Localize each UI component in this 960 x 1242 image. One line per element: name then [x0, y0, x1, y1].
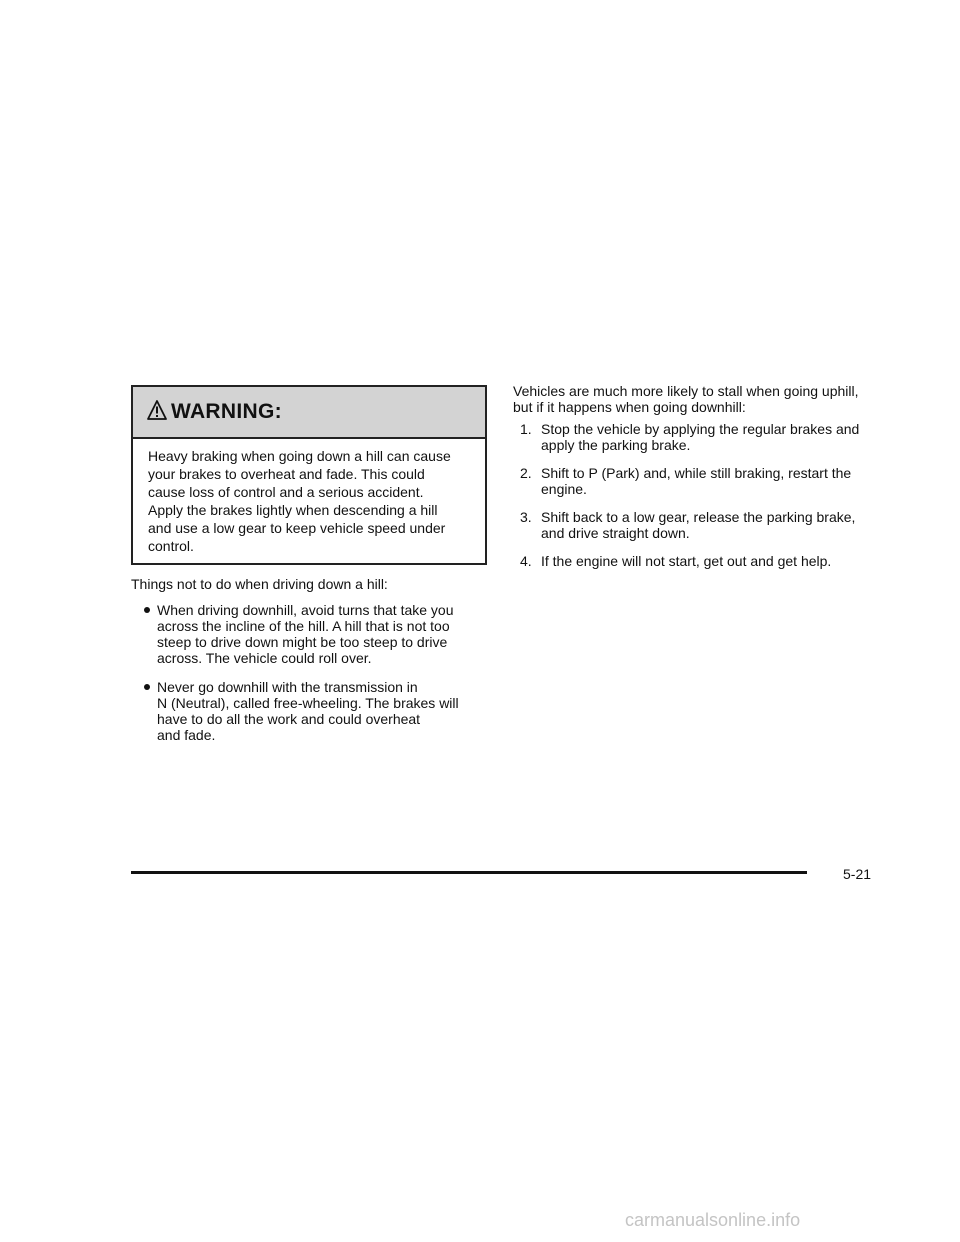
bullet-line: Never go downhill with the transmission in	[157, 679, 418, 695]
step-item	[513, 553, 883, 569]
step-number: 1.	[520, 421, 532, 437]
step-line: apply the parking brake.	[541, 437, 691, 453]
step-line: Stop the vehicle by applying the regular brakes and	[541, 421, 860, 437]
right-intro	[513, 383, 883, 415]
warning-line: Heavy braking when going down a hill can cause	[148, 448, 451, 464]
warning-text	[133, 439, 485, 555]
bullet-line: across the incline of the hill. A hill that is not too	[157, 618, 450, 634]
step-list	[513, 421, 883, 569]
bullet-line: steep to drive down might be too steep to drive	[157, 634, 448, 650]
warning-line: and use a low gear to keep vehicle speed under	[148, 520, 446, 536]
step-line: Shift back to a low gear, release the parking brake,	[541, 509, 856, 525]
step-item	[513, 421, 883, 453]
watermark: carmanualsonline.info	[625, 1210, 801, 1230]
left-column	[131, 576, 491, 756]
bullet-dot-icon	[144, 684, 150, 690]
step-number: 3.	[520, 509, 532, 525]
step-number: 2.	[520, 465, 532, 481]
bullet-line: have to do all the work and could overheat	[157, 711, 421, 727]
step-line: Shift to P (Park) and, while still braking, restart the	[541, 465, 852, 481]
right-intro-line: but if it happens when going downhill:	[513, 399, 746, 415]
right-column	[513, 383, 883, 581]
warning-title: WARNING:	[171, 400, 282, 423]
bullet-dot-icon	[144, 607, 150, 613]
left-intro: Things not to do when driving down a hill:	[131, 576, 388, 592]
right-intro-line: Vehicles are much more likely to stall when going uphill,	[513, 383, 859, 399]
bullet-line: When driving downhill, avoid turns that take you	[157, 602, 454, 618]
bullet-list	[131, 602, 491, 743]
bullet-line: across. The vehicle could roll over.	[157, 650, 372, 666]
warning-triangle-icon	[147, 399, 167, 421]
warning-line: control.	[148, 538, 194, 554]
footer-rule	[131, 871, 807, 874]
bullet-item	[131, 602, 491, 666]
step-number: 4.	[520, 553, 532, 569]
bullet-line: and fade.	[157, 727, 216, 743]
warning-line: your brakes to overheat and fade. This could	[148, 466, 425, 482]
step-line: If the engine will not start, get out and get help.	[541, 553, 832, 569]
warning-line: cause loss of control and a serious accident.	[148, 484, 424, 500]
step-line: and drive straight down.	[541, 525, 690, 541]
page-number: 5-21	[843, 866, 872, 882]
warning-header	[133, 387, 485, 439]
bullet-item	[131, 679, 491, 743]
step-item	[513, 509, 883, 541]
step-item	[513, 465, 883, 497]
warning-box	[131, 385, 487, 565]
bullet-line: N (Neutral), called free-wheeling. The brakes will	[157, 695, 459, 711]
step-line: engine.	[541, 481, 587, 497]
warning-line: Apply the brakes lightly when descending a hill	[148, 502, 438, 518]
